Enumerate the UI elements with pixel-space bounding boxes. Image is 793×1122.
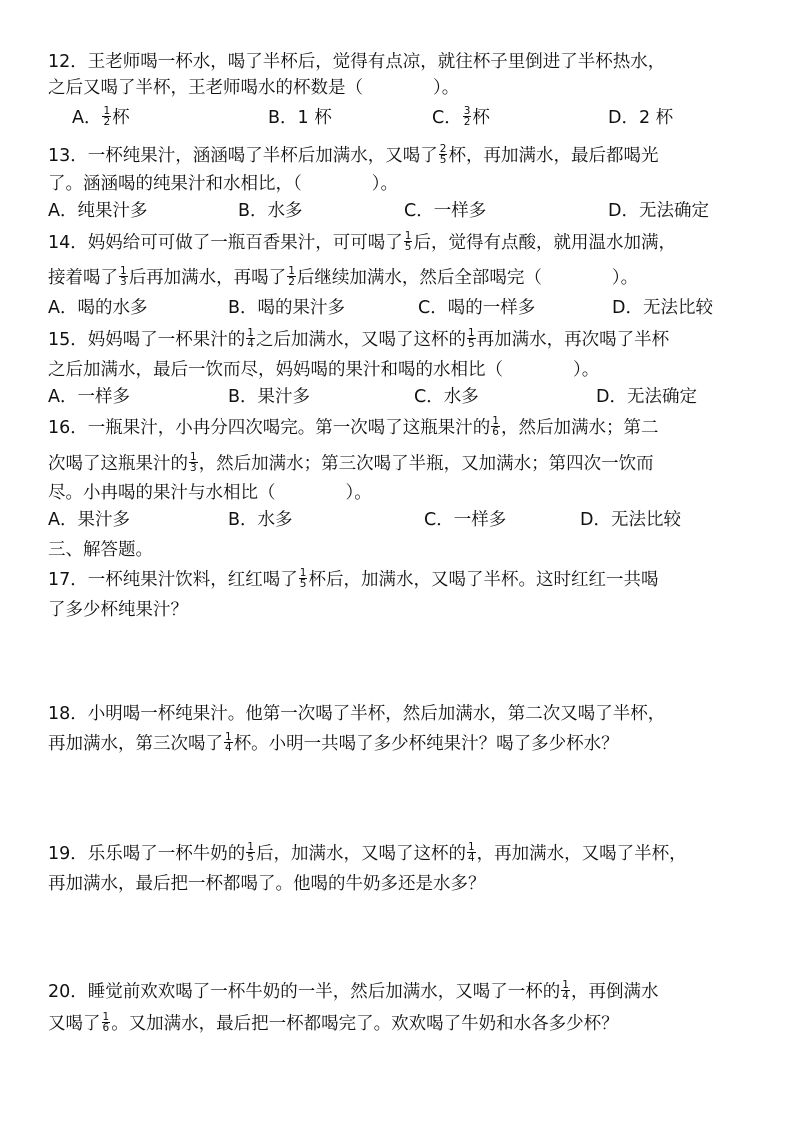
q12-option-a: A． $\frac{1}{2}$ 杯 <box>72 104 130 128</box>
q19-line-2: 再加满水，最后把一杯都喝了。他喝的牛奶多还是水多？ <box>48 874 486 894</box>
q16-option-c: C．一样多 <box>424 510 507 530</box>
q17-line-1: 17．一杯纯果汁饮料，红红喝了 $\frac{1}{5}$ 杯后，加满水，又喝了半杯。这时红红一共喝 <box>48 566 659 590</box>
fraction: $\frac{2}{5}$ <box>439 142 447 166</box>
fraction: $\frac{1}{5}$ <box>247 840 254 864</box>
q15-line-2: 之后加满水，最后一饮而尽，妈妈喝的果汁和喝的水相比（ ）。 <box>48 360 600 380</box>
fraction: $\frac{1}{4}$ <box>467 840 475 864</box>
q13-option-a: A．纯果汁多 <box>48 201 148 221</box>
q16-line-2: 次喝了这瓶果汁的 $\frac{1}{3}$ ，然后加满水；第三次喝了半瓶，又加满水；第四次一饮而 <box>48 450 654 474</box>
q12-option-c: C． $\frac{3}{2}$ 杯 <box>432 104 490 128</box>
q14-option-c: C．喝的一样多 <box>418 298 536 318</box>
q18-line-1: 18．小明喝一杯纯果汁。他第一次喝了半杯，然后加满水，第二次又喝了半杯， <box>48 704 666 724</box>
section-heading: 三、解答题。 <box>48 540 153 560</box>
q13-line-1: 13．一杯纯果汁，涵涵喝了半杯后加满水，又喝了 $\frac{2}{5}$ 杯，再加满水，最后都喝光 <box>48 142 659 166</box>
q15-line-1: 15．妈妈喝了一杯果汁的 $\frac{1}{4}$ 之后加满水，又喝了这杯的 $\frac{1}{5}$ 再加满水，再次喝了半杯 <box>48 326 670 350</box>
q14-option-b: B．喝的果汁多 <box>228 298 346 318</box>
q15-option-d: D．无法确定 <box>596 387 697 407</box>
q13-option-b: B．水多 <box>238 201 303 221</box>
q13-option-c: C．一样多 <box>404 201 487 221</box>
fraction: $\frac{1}{4}$ <box>247 326 254 350</box>
fraction: $\frac{1}{6}$ <box>102 1010 110 1034</box>
q15-option-a: A．一样多 <box>48 387 130 407</box>
q20-line-1: 20．睡觉前欢欢喝了一杯牛奶的一半，然后加满水，又喝了一杯的 $\frac{1}{4}$ ，再倒满水 <box>48 978 659 1002</box>
q18-line-2: 再加满水，第三次喝了 $\frac{1}{4}$ 杯。小明一共喝了多少杯纯果汁？喝了多少杯水？ <box>48 730 619 754</box>
q16-option-d: D．无法比较 <box>580 510 681 530</box>
fraction: $\frac{1}{3}$ <box>190 450 197 474</box>
q19-line-1: 19．乐乐喝了一杯牛奶的 $\frac{1}{5}$ 后，加满水，又喝了这杯的 $\frac{1}{4}$ ，再加满水，又喝了半杯， <box>48 840 687 864</box>
q15-option-c: C．水多 <box>414 387 479 407</box>
q14-line-1: 14．妈妈给可可做了一瓶百香果汁，可可喝了 $\frac{1}{5}$ 后，觉得有点酸，就用温水加满， <box>48 229 676 253</box>
q16-option-a: A．果汁多 <box>48 510 130 530</box>
q13-option-d: D．无法确定 <box>608 201 709 221</box>
fraction: $\frac{3}{2}$ <box>463 104 471 128</box>
q14-option-d: D．无法比较 <box>612 298 713 318</box>
fraction: $\frac{1}{5}$ <box>467 326 475 350</box>
q16-line-3: 尽。小冉喝的果汁与水相比（ ）。 <box>48 483 372 503</box>
q14-line-2: 接着喝了 $\frac{1}{3}$ 后再加满水，再喝了 $\frac{1}{2}$ 后继续加满水，然后全部喝完（ ）。 <box>48 264 639 288</box>
fraction: $\frac{1}{3}$ <box>120 264 127 288</box>
q12-option-d: D．2 杯 <box>608 108 674 128</box>
fraction: $\frac{1}{4}$ <box>225 730 232 754</box>
q13-line-2: 了。涵涵喝的纯果汁和水相比，（ ）。 <box>48 174 398 194</box>
fraction: $\frac{1}{2}$ <box>288 264 295 288</box>
fraction: $\frac{1}{6}$ <box>492 414 499 438</box>
fraction: $\frac{1}{2}$ <box>103 104 111 128</box>
q12-option-b: B．1 杯 <box>268 108 332 128</box>
q20-line-2: 又喝了 $\frac{1}{6}$ 。又加满水，最后把一杯都喝完了。欢欢喝了牛奶和水各多少杯？ <box>48 1010 619 1034</box>
q17-line-2: 了多少杯纯果汁？ <box>48 600 188 620</box>
fraction: $\frac{1}{4}$ <box>562 978 569 1002</box>
q12-line-1: 12．王老师喝一杯水，喝了半杯后，觉得有点凉，就往杯子里倒进了半杯热水， <box>48 52 666 72</box>
q15-option-b: B．果汁多 <box>228 387 311 407</box>
q16-line-1: 16．一瓶果汁，小冉分四次喝完。第一次喝了这瓶果汁的 $\frac{1}{6}$ ，然后加满水；第二 <box>48 414 659 438</box>
fraction: $\frac{1}{5}$ <box>299 566 307 590</box>
q16-option-b: B．水多 <box>228 510 293 530</box>
q14-option-a: A．喝的水多 <box>48 298 148 318</box>
fraction: $\frac{1}{5}$ <box>404 229 412 253</box>
q12-line-2: 之后又喝了半杯，王老师喝水的杯数是（ ）。 <box>48 78 460 98</box>
